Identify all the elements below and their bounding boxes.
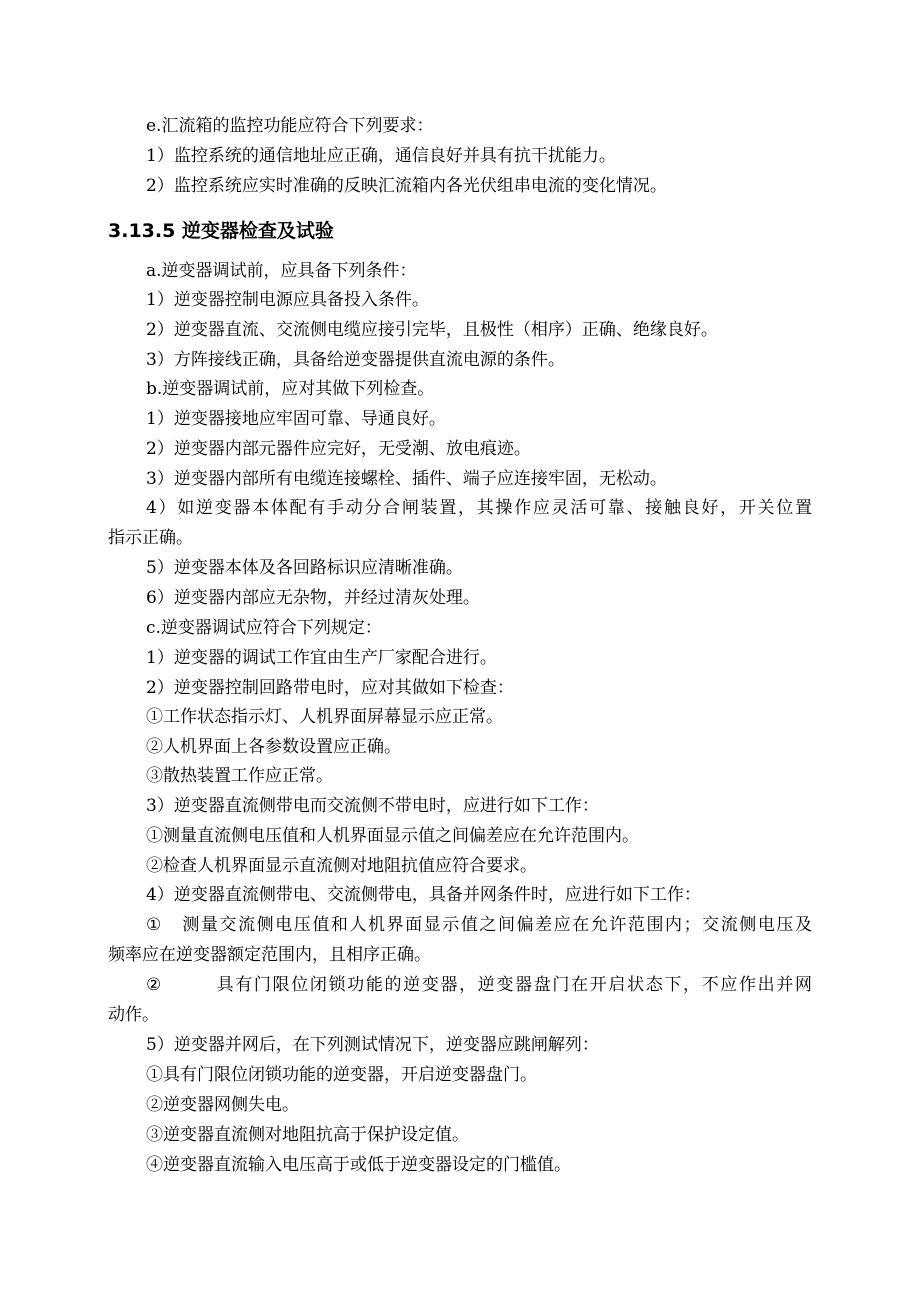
sub-item: ②人机界面上各参数设置应正确。 xyxy=(146,737,401,757)
sub-item-marker: ② xyxy=(146,975,163,995)
part-a-intro: a.逆变器调试前，应具备下列条件： xyxy=(146,261,417,281)
sub-item: ③逆变器直流侧对地阻抗高于保护设定值。 xyxy=(146,1125,469,1145)
sub-item-continuation: 动作。 xyxy=(108,1005,159,1025)
list-item: 3）逆变器内部所有电缆连接螺栓、插件、端子应连接牢固，无松动。 xyxy=(146,469,667,489)
sub-item xyxy=(146,974,812,996)
sub-item: ②检查人机界面显示直流侧对地阻抗值应符合要求。 xyxy=(146,856,537,876)
sub-item-text: 具有门限位闭锁功能的逆变器，逆变器盘门在开启状态下，不应作出并网 xyxy=(214,975,812,995)
list-item-continuation: 指示正确。 xyxy=(108,528,193,548)
sub-item: ①测量直流侧电压值和人机界面显示值之间偏差应在允许范围内。 xyxy=(146,826,639,846)
list-item: 2）逆变器直流、交流侧电缆应接引完毕，且极性（相序）正确、绝缘良好。 xyxy=(146,320,718,340)
list-item: 5）逆变器本体及各回路标识应清晰准确。 xyxy=(146,558,463,578)
sub-item-text: 测量交流侧电压值和人机界面显示值之间偏差应在允许范围内；交流侧电压及 xyxy=(180,915,812,935)
list-item: 6）逆变器内部应无杂物，并经过清灰处理。 xyxy=(146,588,480,608)
part-c-intro: c.逆变器调试应符合下列规定： xyxy=(146,618,382,638)
list-item: 1）逆变器控制电源应具备投入条件。 xyxy=(146,290,429,310)
list-item: 1）监控系统的通信地址应正确，通信良好并具有抗干扰能力。 xyxy=(146,146,616,166)
sub-item: ①工作状态指示灯、人机界面屏幕显示应正常。 xyxy=(146,707,503,727)
sub-item: ①具有门限位闭锁功能的逆变器，开启逆变器盘门。 xyxy=(146,1065,537,1085)
sub-item-continuation: 频率应在逆变器额定范围内，且相序正确。 xyxy=(108,945,431,965)
sub-item xyxy=(146,914,812,936)
list-item: 2）监控系统应实时准确的反映汇流箱内各光伏组串电流的变化情况。 xyxy=(146,176,667,196)
list-item: 3）逆变器直流侧带电而交流侧不带电时，应进行如下工作： xyxy=(146,796,599,816)
part-b-intro: b.逆变器调试前，应对其做下列检查。 xyxy=(146,379,435,399)
section-heading: 3.13.5 逆变器检查及试验 xyxy=(108,220,334,242)
sub-item: ②逆变器网侧失电。 xyxy=(146,1095,299,1115)
sub-item: ③散热装置工作应正常。 xyxy=(146,766,333,786)
list-item: 5）逆变器并网后，在下列测试情况下，逆变器应跳闸解列： xyxy=(146,1035,599,1055)
list-item: 1）逆变器的调试工作宜由生产厂家配合进行。 xyxy=(146,648,497,668)
list-item: 1）逆变器接地应牢固可靠、导通良好。 xyxy=(146,409,446,429)
list-item: 4）逆变器直流侧带电、交流侧带电，具备并网条件时，应进行如下工作： xyxy=(146,885,701,905)
list-item: 2）逆变器控制回路带电时，应对其做如下检查： xyxy=(146,678,514,698)
list-item: 3）方阵接线正确，具备给逆变器提供直流电源的条件。 xyxy=(146,350,565,370)
sub-item-marker: ① xyxy=(146,915,163,935)
list-item: 2）逆变器内部元器件应完好，无受潮、放电痕迹。 xyxy=(146,439,531,459)
list-item: 4）如逆变器本体配有手动分合闸装置，其操作应灵活可靠、接触良好，开关位置 xyxy=(146,498,812,518)
sub-item: ④逆变器直流输入电压高于或低于逆变器设定的门槛值。 xyxy=(146,1155,571,1175)
section-e-intro: e.汇流箱的监控功能应符合下列要求： xyxy=(146,116,434,136)
